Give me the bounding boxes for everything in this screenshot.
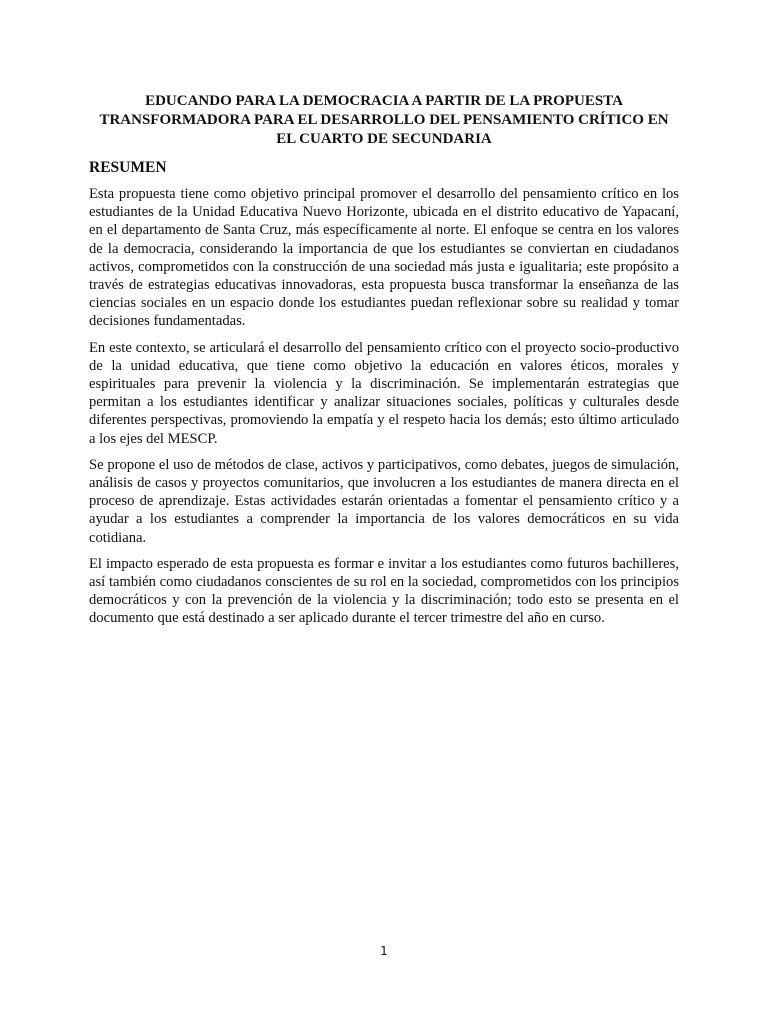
document-title <box>89 92 679 149</box>
title-line: TRANSFORMADORA PARA EL DESARROLLO DEL PENSAMIENTO CRÍTICO EN <box>99 112 669 128</box>
document-body <box>89 92 679 636</box>
paragraph: Se propone el uso de métodos de clase, activos y participativos, como debates, juegos de simulación, análisis de casos y proyectos comunitarios, que involucren a los estudiantes de manera directa en el proceso de aprendizaje. Estas actividades estarán orientadas a fomentar el pensamiento crítico y a ayudar a los estudiantes a comprender la importancia de los valores democráticos en su vida cotidiana. <box>89 456 679 546</box>
paragraph: El impacto esperado de esta propuesta es formar e invitar a los estudiantes como futuros bachilleres, así también como ciudadanos conscientes de su rol en la sociedad, comprometidos con los principios democráticos y con la prevención de la violencia y la discriminación; todo esto se presenta en el documento que está destinado a ser aplicado durante el tercer trimestre del año en curso. <box>89 555 679 627</box>
title-line: EL CUARTO DE SECUNDARIA <box>276 131 492 147</box>
title-line: EDUCANDO PARA LA DEMOCRACIA A PARTIR DE LA PROPUESTA <box>145 93 623 109</box>
paragraph: Esta propuesta tiene como objetivo principal promover el desarrollo del pensamiento crítico en los estudiantes de la Unidad Educativa Nuevo Horizonte, ubicada en el distrito educativo de Yapacaní, en el departamento de Santa Cruz, más específicamente al norte. El enfoque se centra en los valores de la democracia, considerando la importancia de que los estudiantes se conviertan en ciudadanos activos, comprometidos con la construcción de una sociedad más justa e igualitaria; este propósito a través de estrategias educativas innovadoras, esta propuesta busca transformar la enseñanza de las ciencias sociales en un espacio donde los estudiantes puedan reflexionar sobre su realidad y tomar decisiones fundamentadas. <box>89 186 679 330</box>
page-number: 1 <box>380 944 388 958</box>
paragraph: En este contexto, se articulará el desarrollo del pensamiento crítico con el proyecto socio-productivo de la unidad educativa, que tiene como objetivo la educación en valores éticos, morales y espirituales para prevenir la violencia y la discriminación. Se implementarán estrategias que permitan a los estudiantes identificar y analizar situaciones sociales, políticas y culturales desde diferentes perspectivas, promoviendo la empatía y el respeto hacia los demás; esto último articulado a los ejes del MESCP. <box>89 339 679 447</box>
section-heading-resumen: RESUMEN <box>89 159 167 176</box>
